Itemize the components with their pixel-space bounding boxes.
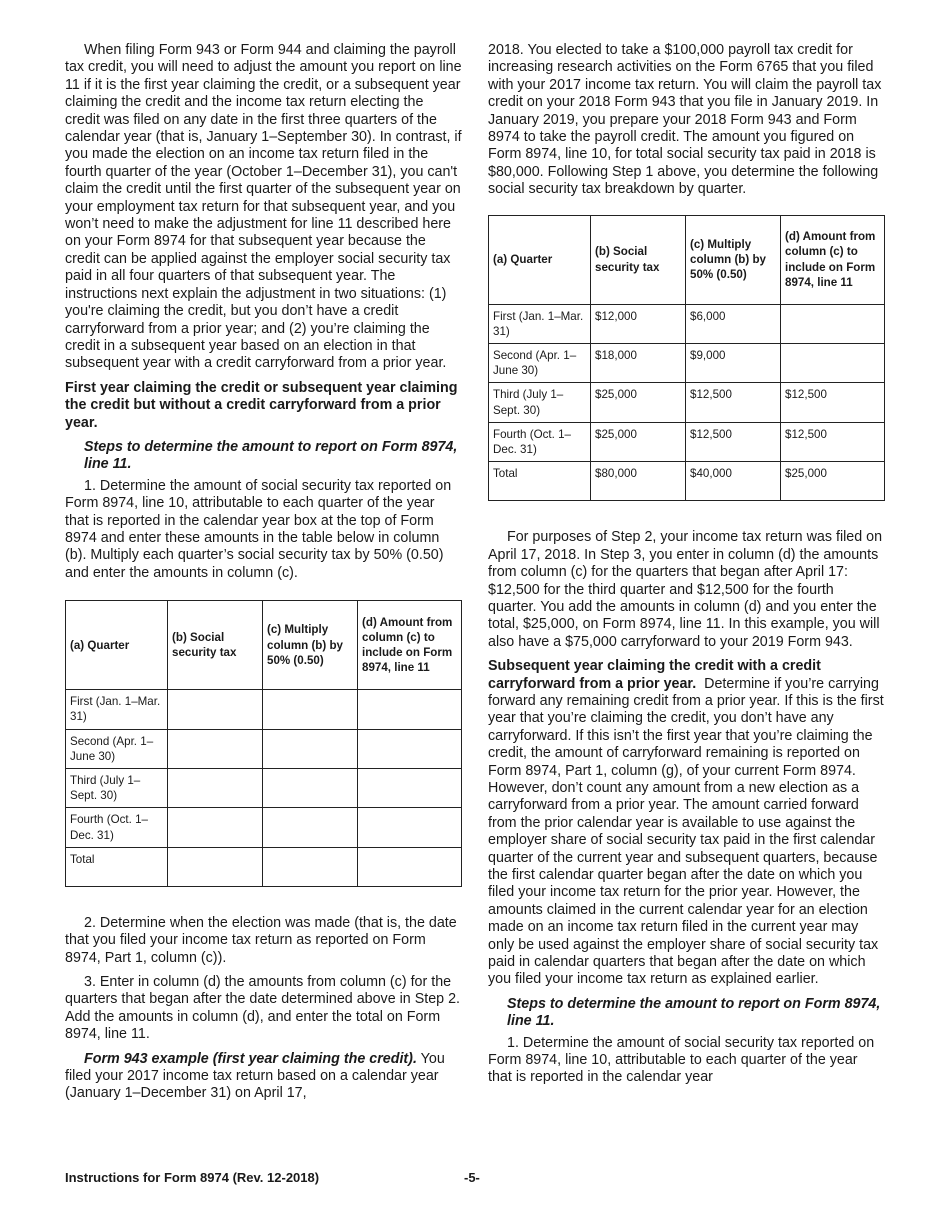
cell-multiply [263,729,358,768]
table-row [489,304,885,343]
cell-social-security-tax [168,690,263,729]
step-1: 1. Determine the amount of social security tax reported on Form 8974, line 10, attributable to each quarter of the year that is reported in the calendar year box at the top of Form 8974 and enter these amounts in the table below in column (b). Multiply each quarter’s social security tax by 50% (0.50) and enter the amounts in column (c). [65,477,452,581]
step-1: 1. Determine the amount of social security tax reported on Form 8974, line 10, attributable to each quarter of the year that is reported in the calendar year [488,1034,875,1086]
left-column [65,42,462,1110]
cell-amount [358,690,462,729]
blank-worksheet-table [65,600,462,887]
section-heading-first-year: First year claiming the credit or subsequent year claiming the credit but without a credit carryforward from a prior year. [65,379,458,431]
example-table [488,215,885,502]
cell-amount: $12,500 [781,422,885,461]
cell-amount [358,808,462,847]
table-row-total [66,847,462,886]
cell-quarter: Fourth (Oct. 1–Dec. 31) [66,808,168,847]
col-header-multiply: (c) Multiply column (b) by 50% (0.50) [686,215,781,304]
col-header-quarter: (a) Quarter [489,215,591,304]
cell-multiply [263,769,358,808]
table-row [66,690,462,729]
table-row [489,422,885,461]
steps-heading: Steps to determine the amount to report on Form 8974, line 11. [84,438,458,473]
cell-quarter: Total [489,462,591,501]
cell-multiply: $12,500 [686,422,781,461]
blank-worksheet-table-wrapper [65,600,462,887]
cell-quarter: Third (July 1–Sept. 30) [66,769,168,808]
col-header-social-security-tax: (b) Social security tax [591,215,686,304]
table-row-total [489,462,885,501]
cell-multiply: $9,000 [686,344,781,383]
cell-quarter: First (Jan. 1–Mar. 31) [489,304,591,343]
cell-amount [358,769,462,808]
example-continued-paragraph: 2018. You elected to take a $100,000 payroll tax credit for increasing research activities on the Form 6765 that you filed with your 2017 income tax return. You will claim the payroll tax credit on your 2018 Form 943 that you file in January 2019. In January 2019, you prepare your 2018 Form 943 and Form 8974 to take the payroll credit. The amount you figured on Form 8974, line 10, for total social security tax paid in 2018 is $80,000. Following Step 1 above, you determine the following social security tax breakdown by quarter. [488,42,882,198]
cell-amount [358,729,462,768]
cell-quarter: Fourth (Oct. 1–Dec. 31) [489,422,591,461]
page-number: -5- [464,1170,480,1185]
step-2: 2. Determine when the election was made (that is, the date that you filed your income tax return as reported on Form 8974, Part 1, column (c)). [65,914,457,966]
cell-quarter: Total [66,847,168,886]
table-row [489,344,885,383]
example-paragraph [65,1051,462,1103]
footer-form-title: Instructions for Form 8974 (Rev. 12-2018) [65,1170,320,1185]
cell-social-security-tax: $12,000 [591,304,686,343]
cell-social-security-tax: $25,000 [591,383,686,422]
step-2-explanation: For purposes of Step 2, your income tax return was filed on April 17, 2018. In Step 3, you enter in column (d) the amounts from column (c) for the quarters that began after April 17: $12,500 for the third quarter and $12,500 for the fourth quarter. You add the amounts in column (d) and you enter the total, $25,000, on Form 8974, line 11. In this example, you will also have a $75,000 carryforward to your 2019 Form 943. [488,529,883,650]
cell-amount [781,344,885,383]
cell-social-security-tax [168,769,263,808]
table-row [66,729,462,768]
right-column [488,42,885,1094]
subsequent-year-text: Determine if you’re carrying forward any remaining credit from a prior year. If this is the first year that you’re claiming the credit, you don’t have any carryforward. If this isn’t the first year that you’re claiming the credit, the amount of carryforward remaining is reported on Form 8974, Part 1, column (g), of your current Form 8974. However, don’t count any amount from a new election as a carryforward from a prior year. The amount carried forward from the prior calendar year is available to use against the employer share of social security tax paid in the first calendar quarter of the current year and subsequent quarters, because the first calendar quarter began after the date on which you filed your income tax return for the prior year. However, the amounts claimed in the current calendar year for an election made on an income tax return filed in the current year may only be used against the employer share of social security tax paid in calendar quarters that began after the date on which you filed your income tax return as explained earlier. [488,675,884,988]
intro-paragraph: When filing Form 943 or Form 944 and claiming the payroll tax credit, you will need to adjust the amount you report on line 11 if it is the first year claiming the credit, or a subsequent year claiming the credit and the income tax return electing the credit was filed on any date in the first three quarters of the calendar year (that is, January 1–September 30). In contrast, if you made the election on an income tax return filed in the fourth quarter of the year (October 1–December 31), you can't claim the credit until the first quarter of the subsequent year on your employment tax return for that subsequent year, and you won’t need to make the adjustment for line 11 described here on your Form 8974 for that subsequent year because the credit can be applied against the employer social security tax paid in all four quarters of that subsequent year. The instructions next explain the adjustment in two situations: (1) you're claiming the credit, but you don’t have a credit carryforward from a prior year; and (2) you’re claiming the credit in a subsequent year based on an election in that subsequent year with a credit carryforward from a prior year. [65,42,462,372]
table-header-row [66,601,462,690]
cell-multiply [263,690,358,729]
cell-social-security-tax [168,729,263,768]
col-header-multiply: (c) Multiply column (b) by 50% (0.50) [263,601,358,690]
cell-social-security-tax [168,847,263,886]
col-header-quarter: (a) Quarter [66,601,168,690]
cell-quarter: First (Jan. 1–Mar. 31) [66,690,168,729]
cell-multiply: $12,500 [686,383,781,422]
cell-multiply: $40,000 [686,462,781,501]
col-header-social-security-tax: (b) Social security tax [168,601,263,690]
cell-quarter: Second (Apr. 1–June 30) [66,729,168,768]
subsequent-year-paragraph [488,658,885,989]
cell-amount: $12,500 [781,383,885,422]
cell-social-security-tax: $25,000 [591,422,686,461]
step-3: 3. Enter in column (d) the amounts from column (c) for the quarters that began after the date determined above in Step 2. Add the amounts in column (d), and enter the total on Form 8974, line 11. [65,974,461,1043]
col-header-amount: (d) Amount from column (c) to include on Form 8974, line 11 [781,215,885,304]
cell-quarter: Third (July 1–Sept. 30) [489,383,591,422]
section-heading-subsequent-year: Subsequent year claiming the credit with a credit carryforward from a prior year. [488,658,821,692]
table-row [66,769,462,808]
cell-social-security-tax: $80,000 [591,462,686,501]
cell-multiply [263,808,358,847]
cell-multiply: $6,000 [686,304,781,343]
cell-amount [781,304,885,343]
table-header-row [489,215,885,304]
cell-quarter: Second (Apr. 1–June 30) [489,344,591,383]
cell-social-security-tax [168,808,263,847]
cell-social-security-tax: $18,000 [591,344,686,383]
example-table-wrapper [488,215,885,502]
steps-heading: Steps to determine the amount to report on Form 8974, line 11. [507,995,881,1030]
example-heading: Form 943 example (first year claiming the credit). [84,1050,417,1067]
cell-amount: $25,000 [781,462,885,501]
cell-multiply [263,847,358,886]
example-text: You filed your 2017 income tax return based on a calendar year (January 1–December 31) on April 17, [65,1050,445,1102]
cell-amount [358,847,462,886]
table-row [489,383,885,422]
table-row [66,808,462,847]
col-header-amount: (d) Amount from column (c) to include on Form 8974, line 11 [358,601,462,690]
